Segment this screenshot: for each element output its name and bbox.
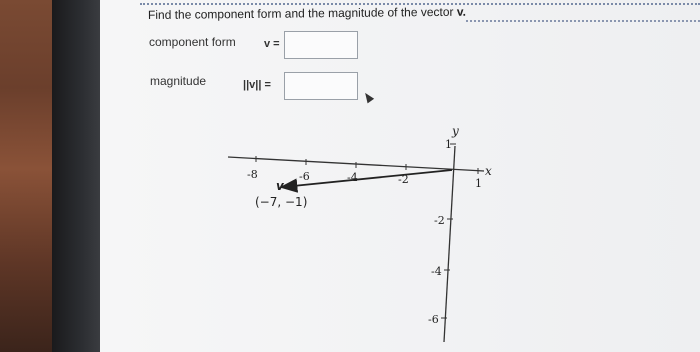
vector-symbol: v. xyxy=(456,4,467,19)
x-tick-label-minus-4: -4 xyxy=(347,171,358,184)
x-tick-label-minus-2: -2 xyxy=(398,173,409,186)
y-tick-label-minus-2: -2 xyxy=(434,214,445,227)
y-tick-label-minus-6: -6 xyxy=(428,313,439,326)
x-tick-label-1: 1 xyxy=(475,177,482,190)
x-axis-label: x xyxy=(485,164,492,178)
point-label: (−7, −1) xyxy=(255,195,308,209)
x-tick-label-minus-6: -6 xyxy=(299,170,310,183)
y-tick-label-minus-4: -4 xyxy=(431,265,442,278)
y-tick-label-1: 1 xyxy=(445,138,452,151)
x-tick-label-minus-8: -8 xyxy=(247,168,258,181)
magnitude-label: magnitude xyxy=(150,74,207,88)
vector-label: v xyxy=(276,179,284,193)
component-form-symbol: v = xyxy=(264,38,280,50)
question-text: Find the component form and the magnitude of the vector v. xyxy=(147,4,467,22)
magnitude-symbol: ||v|| = xyxy=(243,79,271,91)
y-axis xyxy=(444,146,455,342)
y-axis-label: y xyxy=(452,124,459,138)
component-form-label: component form xyxy=(149,35,236,49)
